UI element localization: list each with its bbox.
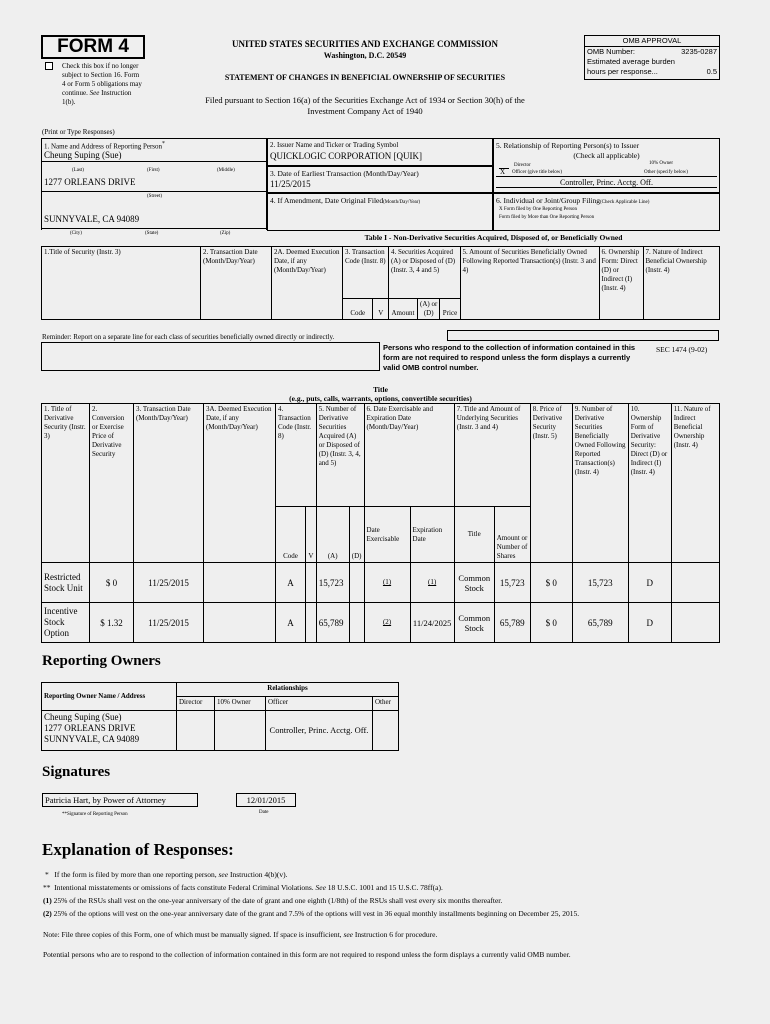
agency-city: Washington, D.C. 20549 <box>323 51 407 60</box>
row1-nature <box>671 563 719 603</box>
t1-col7: 7. Nature of Indirect Beneficial Ownership (Instr. 4) <box>643 247 719 320</box>
issuer-value: QUICKLOGIC CORPORATION [QUIK] <box>270 151 422 161</box>
t1-code: Code <box>343 299 373 320</box>
box1-reporting-person <box>41 138 267 230</box>
row1-underlying-title: Common Stock <box>454 563 494 603</box>
t1-amount: Amount <box>388 299 417 320</box>
box2-label: 2. Issuer Name and Ticker or Trading Symbol <box>270 141 399 149</box>
explanation-line2: ** Intentional misstatements or omissions of facts constitute Federal Criminal Violations. See 18 U.S.C. 1001 and 15 U.S.C. 78ff(a). <box>43 883 443 892</box>
row1-code: A <box>276 563 306 603</box>
officer-title: Controller, Princ. Acctg. Off. <box>496 176 717 188</box>
owners-col-name: Reporting Owner Name / Address <box>42 683 177 711</box>
t2-col9: 9. Number of Derivative Securities Beneficially Owned Following Reported Transaction(s) (Instr. 4) <box>572 404 628 563</box>
table2 <box>41 403 720 643</box>
owners-owner-col: 10% Owner <box>215 697 266 711</box>
row2-underlying-title: Common Stock <box>454 603 494 643</box>
t1-price: Price <box>440 299 460 320</box>
earliest-date-value: 11/25/2015 <box>270 179 311 189</box>
table2-subtitle: (e.g., puts, calls, warrants, options, convertible securities) <box>289 394 472 403</box>
no-longer-subject-checkbox[interactable] <box>45 62 53 70</box>
table1 <box>41 246 720 320</box>
row1-date-exercisable[interactable]: (1) <box>364 563 410 603</box>
t2-col8: 8. Price of Derivative Security (Instr. 5) <box>530 404 572 563</box>
row1-security: Restricted Stock Unit <box>42 563 90 603</box>
table-row <box>42 711 399 751</box>
row1-form: D <box>628 563 671 603</box>
owner-officer: Controller, Princ. Acctg. Off. <box>266 711 373 751</box>
row1-amount-a: 15,723 <box>316 563 349 603</box>
row2-nature <box>671 603 719 643</box>
row2-amount-a: 65,789 <box>316 603 349 643</box>
table-row <box>42 563 720 603</box>
row2-expiration: 11/24/2025 <box>410 603 454 643</box>
box3-label: 3. Date of Earliest Transaction (Month/Day/Year) <box>270 169 419 178</box>
box6-more: Form filed by More than One Reporting Person <box>499 215 595 220</box>
signatures-heading: Signatures <box>42 764 111 780</box>
t2-date-exercisable: Date Exercisable <box>364 507 410 563</box>
last-label: (Last) <box>72 168 84 173</box>
officer-label: Officer (give title below) <box>512 170 563 175</box>
reporting-owners-table <box>41 682 399 751</box>
check-box-text: Check this box if no longer subject to Section 16. Form 4 or Form 5 obligations may continue. See Instruction 1(b). <box>62 62 142 106</box>
t1-col3: 3. Transaction Code (Instr. 8) <box>343 247 389 299</box>
row2-v <box>306 603 317 643</box>
other-label: Other (specify below) <box>644 170 688 175</box>
signature-label: **Signature of Reporting Person <box>62 812 128 817</box>
owner-other <box>373 711 399 751</box>
explanation-footnote2: (2) 25% of the options will vest on the one-year anniversary date of the grant and 7.5% of the options will vest in 36 equal monthly installments beginning on December 25, 2015. <box>43 909 580 918</box>
reminder: Reminder: Report on a separate line for each class of securities beneficially owned directly or indirectly. <box>42 333 335 341</box>
omb-burden: Estimated average burden <box>587 57 675 66</box>
t2-col4: 4. Transaction Code (Instr. 8) <box>276 404 317 507</box>
row2-security: Incentive Stock Option <box>42 603 90 643</box>
potential-persons: Potential persons who are to respond to the collection of information contained in this form are not required to respond unless the form displays a currently valid OMB number. <box>43 950 571 959</box>
reminder-box-right <box>447 330 719 341</box>
row1-underlying-amount: 15,723 <box>494 563 530 603</box>
t2-d: (D) <box>349 507 364 563</box>
row1-expiration[interactable]: (1) <box>410 563 454 603</box>
t1-v: V <box>373 299 389 320</box>
explanation-line1: * If the form is filed by more than one reporting person, see Instruction 4(b)(v). <box>45 870 288 879</box>
reporter-name: Cheung Suping (Sue) <box>44 150 122 160</box>
row2-d <box>349 603 364 643</box>
filed-pursuant-line1: Filed pursuant to Section 16(a) of the Securities Exchange Act of 1934 or Section 30(h) of the <box>205 95 525 105</box>
t2-col10: 10. Ownership Form of Derivative Security: Direct (D) or Indirect (I) (Instr. 4) <box>628 404 671 563</box>
t2-col3: 3. Transaction Date (Month/Day/Year) <box>134 404 204 563</box>
row2-date-exercisable[interactable]: (2) <box>364 603 410 643</box>
box1-label: 1. Name and Address of Reporting Person* <box>44 141 165 151</box>
row1-owned: 15,723 <box>572 563 628 603</box>
signature-box: Patricia Hart, by Power of Attorney <box>42 793 198 807</box>
box4-amendment <box>267 193 493 231</box>
box5-sub: (Check all applicable) <box>573 151 640 160</box>
t2-col11: 11. Nature of Indirect Beneficial Ownership (Instr. 4) <box>671 404 719 563</box>
owner-name-address: Cheung Suping (Sue) 1277 ORLEANS DRIVE SUNNYVALE, CA 94089 <box>42 711 177 751</box>
box5-relationship <box>493 138 720 193</box>
box6-filing <box>493 193 720 231</box>
t2-amount-shares: Amount or Number of Shares <box>494 507 530 563</box>
print-type-note: (Print or Type Responses) <box>42 128 115 136</box>
t2-col7: 7. Title and Amount of Underlying Securities (Instr. 3 and 4) <box>454 404 530 507</box>
row1-deemed <box>204 563 276 603</box>
row1-price: $ 0 <box>530 563 572 603</box>
omb-hours-row: hours per response... 0.5 <box>587 67 717 76</box>
t1-col6: 6. Ownership Form: Direct (D) or Indirect (I) (Instr. 4) <box>599 247 643 320</box>
officer-x-mark: X <box>500 168 506 176</box>
table-row <box>42 603 720 643</box>
omb-number-row: OMB Number: 3235-0287 <box>587 47 717 56</box>
signature-date-box: 12/01/2015 <box>236 793 296 807</box>
box5-label: 5. Relationship of Reporting Person(s) to Issuer <box>496 141 640 150</box>
t2-a: (A) <box>316 507 349 563</box>
row2-owned: 65,789 <box>572 603 628 643</box>
row2-underlying-amount: 65,789 <box>494 603 530 643</box>
first-label: (First) <box>147 168 160 173</box>
row1-conversion: $ 0 <box>90 563 134 603</box>
statement-title: STATEMENT OF CHANGES IN BENEFICIAL OWNERSHIP OF SECURITIES <box>224 73 506 82</box>
row2-deemed <box>204 603 276 643</box>
middle-label: (Middle) <box>217 168 235 173</box>
t1-col1: 1.Title of Security (Instr. 3) <box>42 247 201 320</box>
box6-label: 6. Individual or Joint/Group Filing(Check Applicable Line) <box>496 196 650 205</box>
t2-col3a: 3A. Deemed Execution Date, if any (Month/Day/Year) <box>204 404 276 563</box>
table2-title: Title <box>373 385 388 394</box>
explanation-heading: Explanation of Responses: <box>42 840 234 859</box>
city-label: (City) <box>70 231 82 236</box>
sec-number: SEC 1474 (9-02) <box>656 345 708 354</box>
reporter-city: SUNNYVALE, CA 94089 <box>44 214 140 224</box>
owner-ten-percent <box>215 711 266 751</box>
filed-pursuant-line2: Investment Company Act of 1940 <box>307 106 423 116</box>
t1-col2: 2. Transaction Date (Month/Day/Year) <box>201 247 272 320</box>
persons-notice: Persons who respond to the collection of information contained in this form are not required to respond unless the form displays a currently valid OMB control number. <box>383 343 636 372</box>
street-label: (Street) <box>147 194 162 199</box>
t1-aord: (A) or (D) <box>417 299 440 320</box>
t1-col2a: 2A. Deemed Execution Date, if any (Month/Day/Year) <box>272 247 343 320</box>
owners-director-col: Director <box>177 697 215 711</box>
omb-title: OMB APPROVAL <box>585 36 719 47</box>
row2-price: $ 0 <box>530 603 572 643</box>
t2-col5: 5. Number of Derivative Securities Acquired (A) or Disposed of (D) (Instr. 3, 4, and 5) <box>316 404 364 507</box>
t2-title: Title <box>454 507 494 563</box>
owners-officer-col: Officer <box>266 697 373 711</box>
reminder-box-left <box>41 342 380 371</box>
box4-label: 4. If Amendment, Date Original Filed(Month/Day/Year) <box>270 196 421 205</box>
t1-col5: 5. Amount of Securities Beneficially Owned Following Reported Transaction(s) (Instr. 3 and 4) <box>460 247 599 320</box>
row1-date: 11/25/2015 <box>134 563 204 603</box>
box6-one: X Form filed by One Reporting Person <box>499 207 578 212</box>
t1-col4: 4. Securities Acquired (A) or Disposed of (D) (Instr. 3, 4 and 5) <box>388 247 460 299</box>
note-file-copies: Note: File three copies of this Form, one of which must be manually signed. If space is insufficient, see Instruction 6 for procedure. <box>43 930 438 939</box>
table1-title: Table I - Non-Derivative Securities Acquired, Disposed of, or Beneficially Owned <box>364 233 623 242</box>
explanation-footnote1: (1) 25% of the RSUs shall vest on the one-year anniversary of the date of grant and one eighth (1/8th) of the RSUs shall vest every six months thereafter. <box>43 896 503 905</box>
row2-code: A <box>276 603 306 643</box>
row2-conversion: $ 1.32 <box>90 603 134 643</box>
agency-name: UNITED STATES SECURITIES AND EXCHANGE COMMISSION <box>232 39 498 49</box>
box3-earliest-date <box>267 166 493 193</box>
owner-director <box>177 711 215 751</box>
box2-issuer <box>267 138 493 166</box>
zip-label: (Zip) <box>220 231 231 236</box>
row2-form: D <box>628 603 671 643</box>
owner-label: 10% Owner <box>649 161 674 166</box>
row2-date: 11/25/2015 <box>134 603 204 643</box>
t2-v: V <box>306 507 317 563</box>
t2-col2: 2. Conversion or Exercise Price of Derivative Security <box>90 404 134 563</box>
owners-relationships: Relationships <box>177 683 399 697</box>
row1-v <box>306 563 317 603</box>
t2-col1: 1. Title of Derivative Security (Instr. 3) <box>42 404 90 563</box>
row1-d <box>349 563 364 603</box>
form-title-box: FORM 4 <box>41 35 145 59</box>
t2-code: Code <box>276 507 306 563</box>
owners-other-col: Other <box>373 697 399 711</box>
reporter-street: 1277 ORLEANS DRIVE <box>44 177 136 187</box>
reporting-owners-heading: Reporting Owners <box>42 653 161 669</box>
signature-date-label: Date <box>259 810 269 815</box>
t2-expiration-date: Expiration Date <box>410 507 454 563</box>
director-label: Director <box>514 163 531 168</box>
t2-col6: 6. Date Exercisable and Expiration Date (Month/Day/Year) <box>364 404 454 507</box>
omb-approval-box <box>584 35 720 80</box>
state-label: (State) <box>145 231 159 236</box>
